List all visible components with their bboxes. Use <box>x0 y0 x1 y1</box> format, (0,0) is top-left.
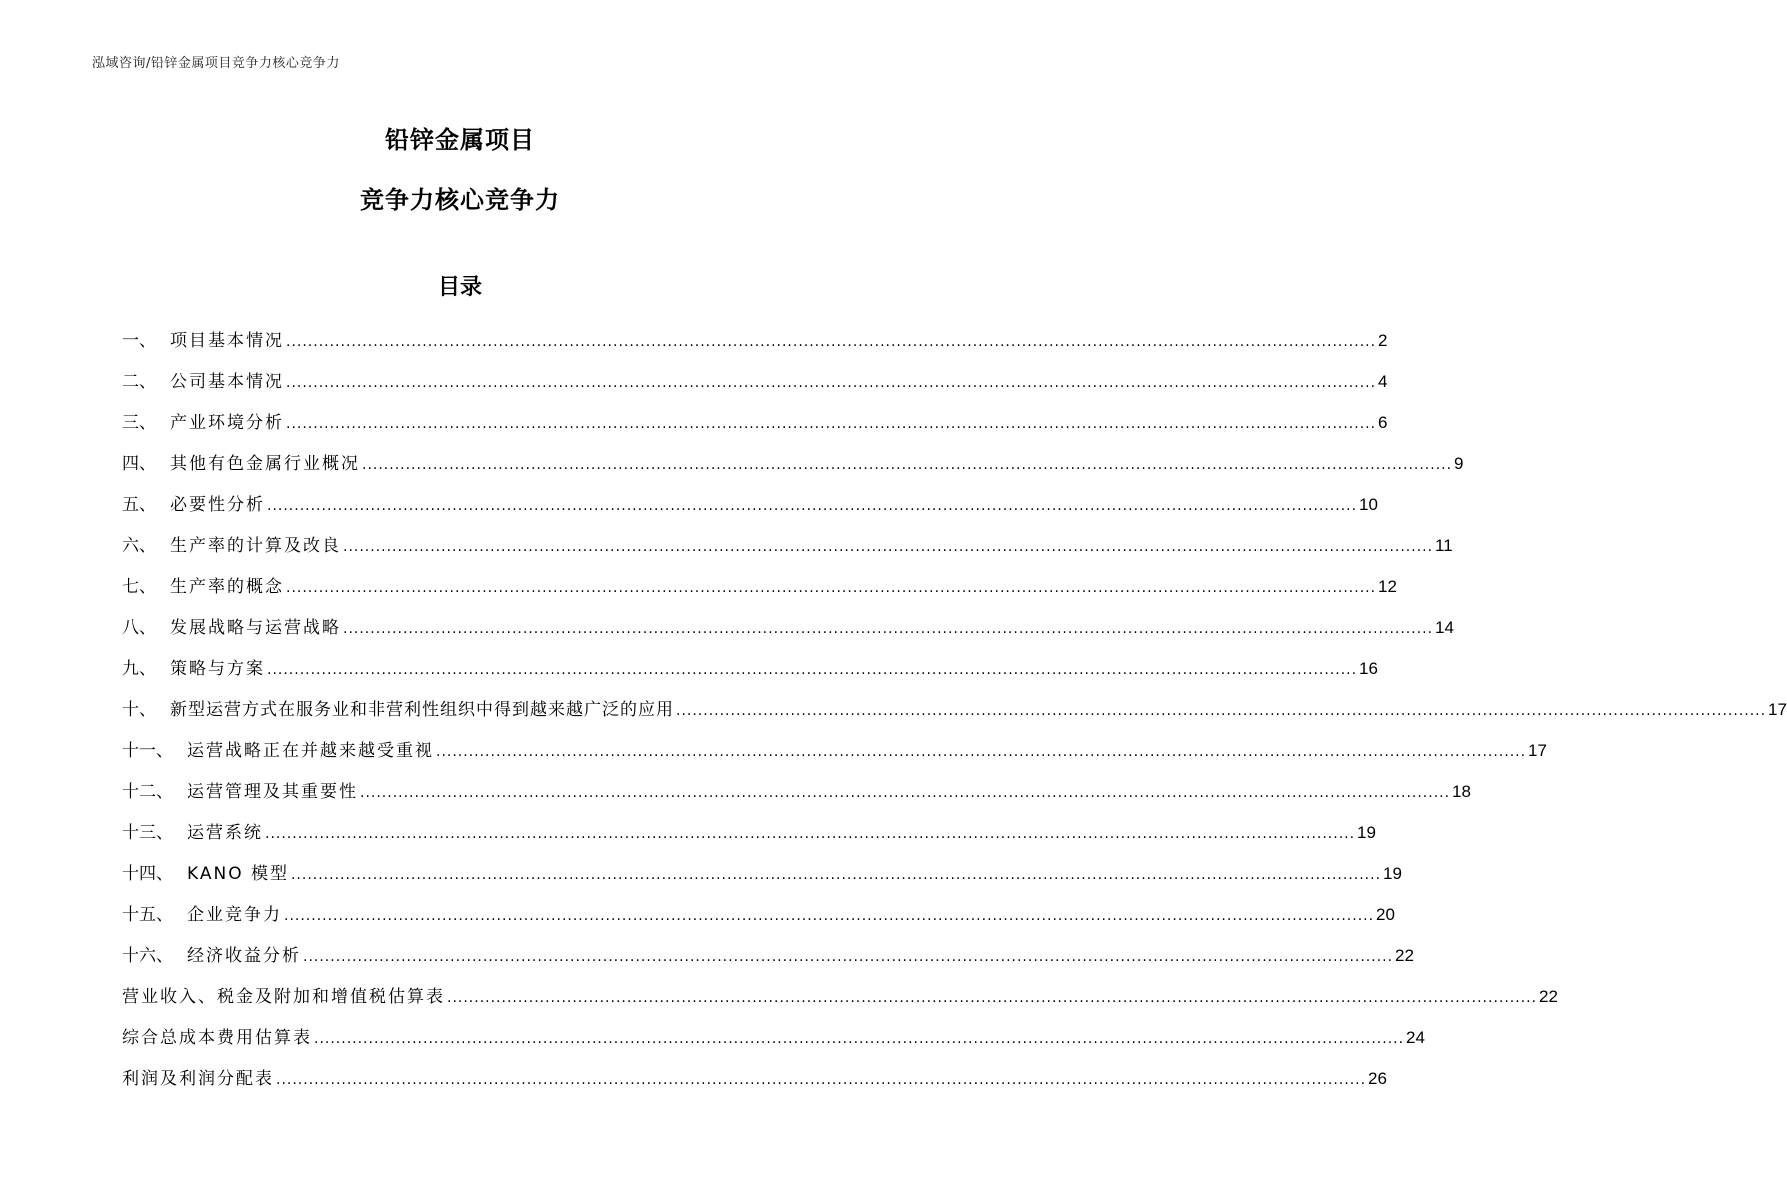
toc-entry-title: 运营管理及其重要性 <box>187 782 358 802</box>
toc-entry-number: 九、 <box>122 659 156 679</box>
toc-entry-title: 新型运营方式在服务业和非营利性组织中得到越来越广泛的应用 <box>170 700 674 720</box>
toc-entry-number: 十三、 <box>122 823 173 843</box>
toc-entry-page: 24 <box>1406 1028 1425 1047</box>
toc-entry-title: 利润及利润分配表 <box>122 1069 274 1089</box>
toc-entry-title: 生产率的计算及改良 <box>170 536 341 556</box>
toc-leader-dots: ........................................................................................................................................................................................................ <box>343 621 1434 637</box>
toc-entry-page: 9 <box>1454 454 1464 473</box>
toc-entry-number: 十五、 <box>122 905 173 925</box>
toc-leader-dots: ........................................................................................................................................................................................................ <box>436 744 1527 760</box>
toc-entry-number: 三、 <box>122 413 156 433</box>
toc-leader-dots: ........................................................................................................................................................................................................ <box>267 662 1358 678</box>
toc-entry-title: 运营系统 <box>187 823 263 843</box>
toc-entry-title: 必要性分析 <box>170 495 265 515</box>
toc-entry-number: 十、 <box>122 700 156 720</box>
toc-leader-dots: ........................................................................................................................................................................................................ <box>286 334 1377 350</box>
toc-entry-number: 十二、 <box>122 782 173 802</box>
toc-entry[interactable] <box>122 976 1558 1017</box>
toc-entry[interactable] <box>122 525 1453 566</box>
toc-entry-page: 16 <box>1359 659 1378 678</box>
toc-entry-number: 一、 <box>122 331 156 351</box>
running-header: 泓域咨询/铅锌金属项目竞争力核心竞争力 <box>92 56 340 71</box>
toc-leader-dots: ........................................................................................................................................................................................................ <box>362 457 1453 473</box>
toc-entry-title: 产业环境分析 <box>170 413 284 433</box>
toc-entry-page: 19 <box>1383 864 1402 883</box>
document-title-line2: 竞争力核心竞争力 <box>360 186 560 214</box>
toc-leader-dots: ........................................................................................................................................................................................................ <box>286 580 1377 596</box>
toc-leader-dots: ........................................................................................................................................................................................................ <box>267 498 1358 514</box>
toc-heading: 目录 <box>437 275 482 300</box>
toc-entry-title: 综合总成本费用估算表 <box>122 1028 312 1048</box>
toc-entry[interactable] <box>122 484 1378 525</box>
toc-entry-title: 生产率的概念 <box>170 577 284 597</box>
toc-leader-dots: ........................................................................................................................................................................................................ <box>265 826 1356 842</box>
toc-entry-page: 22 <box>1539 987 1558 1006</box>
toc-leader-dots: ........................................................................................................................................................................................................ <box>284 908 1375 924</box>
toc-entry-number: 十六、 <box>122 946 173 966</box>
toc-entry-title: 发展战略与运营战略 <box>170 618 341 638</box>
toc-entry-title: 运营战略正在并越来越受重视 <box>187 741 434 761</box>
toc-entry-number: 二、 <box>122 372 156 392</box>
toc-leader-dots: ........................................................................................................................................................................................................ <box>447 990 1538 1006</box>
toc-entry-page: 19 <box>1357 823 1376 842</box>
toc-entry-title: 公司基本情况 <box>170 372 284 392</box>
toc-leader-dots: ........................................................................................................................................................................................................ <box>303 949 1394 965</box>
toc-entry-page: 6 <box>1378 413 1388 432</box>
toc-entry[interactable] <box>122 443 1464 484</box>
toc-entry-title: 其他有色金属行业概况 <box>170 454 360 474</box>
toc-entry-number: 十四、 <box>122 864 173 884</box>
toc-entry-number: 八、 <box>122 618 156 638</box>
toc-entry[interactable] <box>122 812 1376 853</box>
toc-entry-page: 10 <box>1359 495 1378 514</box>
toc-entry-number: 四、 <box>122 454 156 474</box>
toc-leader-dots: ........................................................................................................................................................................................................ <box>676 703 1767 719</box>
toc-entry-page: 22 <box>1395 946 1414 965</box>
toc-entry[interactable] <box>122 566 1397 607</box>
toc-entry[interactable] <box>122 607 1454 648</box>
toc-entry-title: 企业竞争力 <box>187 905 282 925</box>
toc-entry-page: 17 <box>1528 741 1547 760</box>
toc-entry[interactable] <box>122 853 1402 894</box>
toc-entry[interactable] <box>122 320 1388 361</box>
toc-entry-page: 18 <box>1452 782 1471 801</box>
toc-leader-dots: ........................................................................................................................................................................................................ <box>314 1031 1405 1047</box>
toc-entry-page: 4 <box>1378 372 1388 391</box>
toc-entry-page: 14 <box>1435 618 1454 637</box>
toc-entry[interactable] <box>122 771 1471 812</box>
toc-entry[interactable] <box>122 730 1547 771</box>
toc-entry[interactable] <box>122 1017 1425 1058</box>
toc-entry-title: 营业收入、税金及附加和增值税估算表 <box>122 987 445 1007</box>
toc-entry-number: 七、 <box>122 577 156 597</box>
toc-entry-page: 12 <box>1378 577 1397 596</box>
toc-leader-dots: ........................................................................................................................................................................................................ <box>290 867 1382 883</box>
toc-leader-dots: ........................................................................................................................................................................................................ <box>286 416 1377 432</box>
toc-entry-number: 十一、 <box>122 741 173 761</box>
toc-entry[interactable] <box>122 894 1395 935</box>
toc-entry-number: 五、 <box>122 495 156 515</box>
toc-leader-dots: ........................................................................................................................................................................................................ <box>343 539 1434 555</box>
toc-entry[interactable] <box>122 1058 1387 1099</box>
toc-entry-title: KANO 模型 <box>187 864 289 884</box>
toc-entry-title: 策略与方案 <box>170 659 265 679</box>
toc-entry[interactable] <box>122 361 1388 402</box>
toc-entry-page: 2 <box>1378 331 1388 350</box>
toc-entry-title: 项目基本情况 <box>170 331 284 351</box>
toc-entry-page: 20 <box>1376 905 1395 924</box>
toc-leader-dots: ........................................................................................................................................................................................................ <box>276 1072 1367 1088</box>
toc-entry[interactable] <box>122 935 1414 976</box>
toc-leader-dots: ........................................................................................................................................................................................................ <box>286 375 1377 391</box>
toc-entry-number: 六、 <box>122 536 156 556</box>
toc-entry-page: 17 <box>1768 700 1787 719</box>
toc-entry[interactable] <box>122 648 1378 689</box>
toc-entry-page: 26 <box>1368 1069 1387 1088</box>
document-title-line1: 铅锌金属项目 <box>385 126 535 154</box>
toc-entry-page: 11 <box>1435 536 1453 555</box>
toc-entry[interactable] <box>122 689 1787 730</box>
toc-entry-title: 经济收益分析 <box>187 946 301 966</box>
table-of-contents <box>122 320 1787 1099</box>
toc-leader-dots: ........................................................................................................................................................................................................ <box>360 785 1451 801</box>
toc-entry[interactable] <box>122 402 1388 443</box>
